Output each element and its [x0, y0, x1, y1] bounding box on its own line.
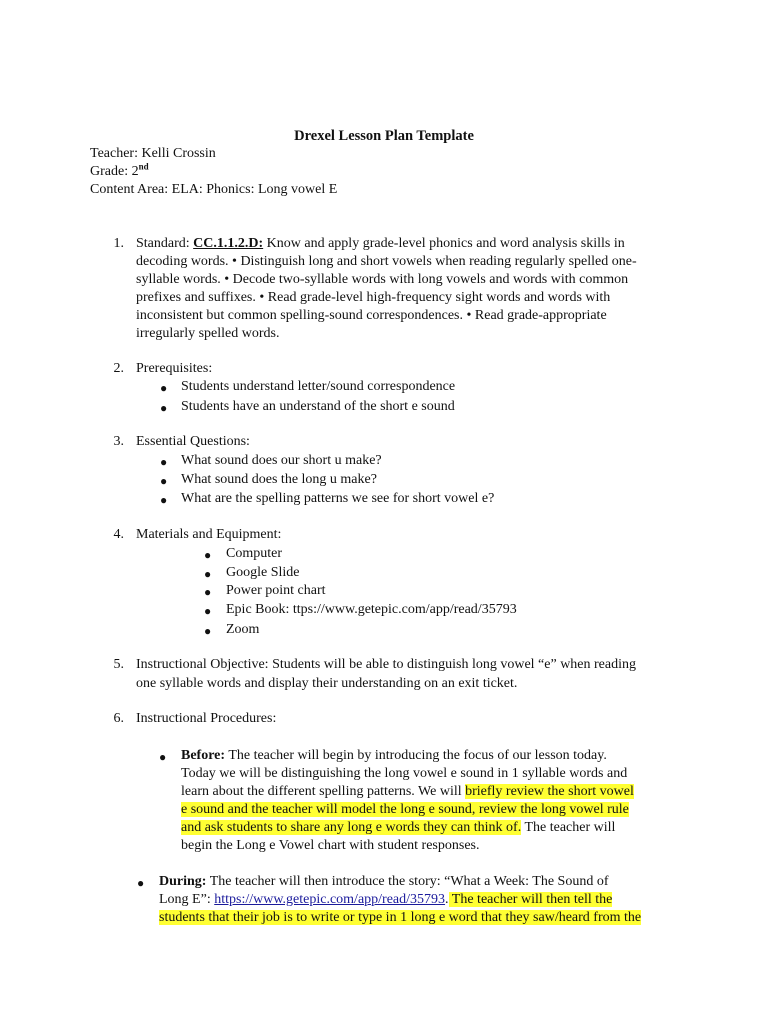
list-item: Power point chart — [226, 583, 326, 598]
highlighted-text: e sound and the teacher will model the long e sound, review the long vowel rule — [181, 802, 629, 817]
before-label: Before: — [181, 748, 226, 763]
list-number: 3. — [113, 434, 124, 449]
page-title: Drexel Lesson Plan Template — [294, 128, 474, 144]
list-number: 1. — [113, 236, 124, 251]
bullet-icon: ● — [160, 455, 168, 469]
list-item: Google Slide — [226, 565, 300, 580]
before-text: The teacher will — [521, 820, 616, 835]
objective-line: Instructional Objective: Students will be able to distinguish long vowel “e” when reading — [136, 657, 637, 672]
epic-book-link[interactable]: https://www.getepic.com/app/read/35793 — [214, 892, 446, 907]
before-line-2: Today we will be distinguishing the long vowel e sound in 1 syllable words and — [181, 766, 628, 781]
during-text: Long E”: — [159, 892, 215, 907]
bullet-icon: ● — [204, 585, 212, 599]
bullet-icon: ● — [204, 624, 212, 638]
highlighted-text: briefly review the short vowel — [465, 784, 634, 799]
grade-line — [90, 163, 149, 181]
list-item: Zoom — [226, 622, 260, 637]
standard-label: Standard: — [136, 236, 190, 251]
list-number: 2. — [113, 361, 124, 376]
before-line-1 — [181, 747, 607, 765]
grade-superscript: nd — [138, 161, 149, 172]
highlighted-text: The teacher will then tell the — [448, 892, 613, 907]
bullet-icon: ● — [160, 381, 168, 395]
list-item: What are the spelling patterns we see for short vowel e? — [181, 491, 495, 506]
list-item: Computer — [226, 546, 282, 561]
bullet-icon: ● — [137, 876, 145, 890]
list-number: 6. — [113, 711, 124, 726]
standard-text: Know and apply grade-level phonics and word analysis skills in — [266, 236, 625, 251]
before-line-6: begin the Long e Vowel chart with student responses. — [181, 838, 480, 853]
materials-label: Materials and Equipment: — [136, 527, 282, 542]
standard-line: irregularly spelled words. — [136, 326, 280, 341]
before-line-4 — [181, 801, 629, 819]
before-line-3 — [181, 783, 634, 801]
content-area-line: Content Area: ELA: Phonics: Long vowel E — [90, 182, 338, 197]
prerequisites-label: Prerequisites: — [136, 361, 213, 376]
standard-line: syllable words. • Decode two-syllable words with long vowels and words with common — [136, 272, 629, 287]
during-line-2 — [159, 891, 612, 909]
standard-line: decoding words. • Distinguish long and short vowels when reading regularly spelled one- — [136, 254, 637, 269]
highlighted-text: students that their job is to write or type in 1 long e word that they saw/heard from the — [159, 910, 642, 925]
before-line-5 — [181, 819, 615, 837]
bullet-icon: ● — [204, 567, 212, 581]
list-item: What sound does the long u make? — [181, 472, 377, 487]
highlighted-text: and ask students to share any long e words they can think of. — [181, 820, 522, 835]
standard-line-1 — [136, 235, 625, 253]
standard-line: inconsistent but common spelling-sound correspondences. • Read grade-appropriate — [136, 308, 607, 323]
bullet-icon: ● — [160, 474, 168, 488]
list-item: Students have an understand of the short e sound — [181, 399, 455, 414]
bullet-icon: ● — [160, 401, 168, 415]
procedures-label: Instructional Procedures: — [136, 711, 277, 726]
list-number: 5. — [113, 657, 124, 672]
objective-line: one syllable words and display their understanding on an exit ticket. — [136, 676, 518, 691]
list-item: Epic Book: ttps://www.getepic.com/app/read/35793 — [226, 602, 517, 617]
list-number: 4. — [113, 527, 124, 542]
essential-questions-label: Essential Questions: — [136, 434, 250, 449]
grade-text: Grade: 2 — [90, 164, 139, 179]
during-text: . — [445, 892, 449, 907]
list-item: Students understand letter/sound correspondence — [181, 379, 456, 394]
standard-line: prefixes and suffixes. • Read grade-level high-frequency sight words and words with — [136, 290, 611, 305]
before-text: The teacher will begin by introducing the focus of our lesson today. — [228, 748, 607, 763]
bullet-icon: ● — [159, 750, 167, 764]
bullet-icon: ● — [204, 604, 212, 618]
bullet-icon: ● — [204, 548, 212, 562]
standard-code: CC.1.1.2.D: — [193, 236, 264, 251]
teacher-line: Teacher: Kelli Crossin — [90, 146, 216, 161]
during-line-1 — [159, 873, 608, 891]
during-text: The teacher will then introduce the story: “What a Week: The Sound of — [209, 874, 609, 889]
during-label: During: — [159, 874, 207, 889]
list-item: What sound does our short u make? — [181, 453, 382, 468]
bullet-icon: ● — [160, 493, 168, 507]
before-text: learn about the different spelling patterns. We will — [181, 784, 466, 799]
during-line-3 — [159, 909, 641, 927]
